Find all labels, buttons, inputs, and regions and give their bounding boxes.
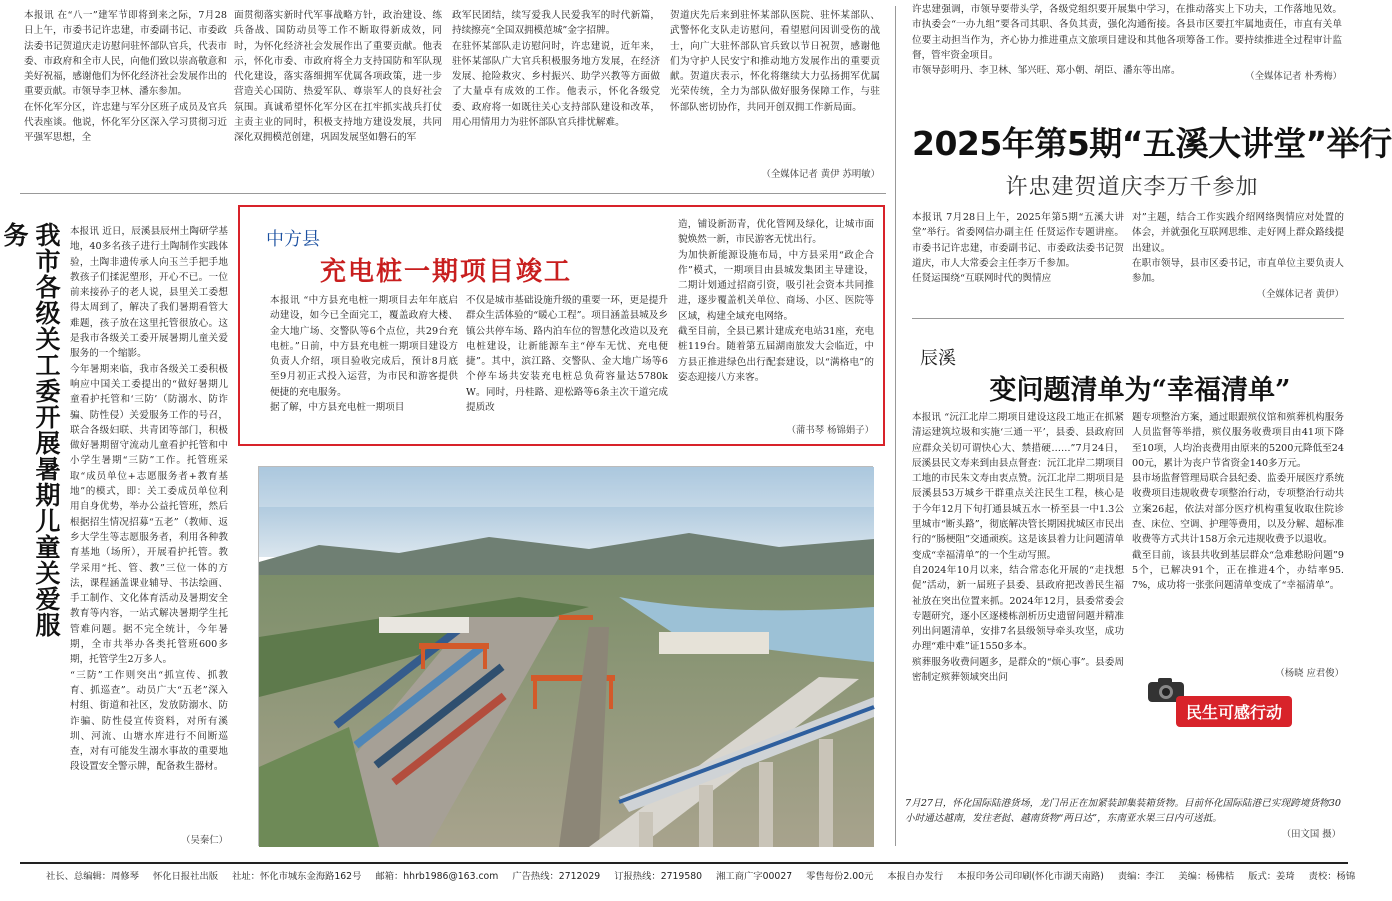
footer-item: 本报印务公司印刷(怀化市湖天南路)	[957, 871, 1104, 882]
top-article-col4: 贺道庆先后来到驻怀某部队医院、驻怀某部队、武警怀化支队走访慰问，看望慰问因训受伤的战士，向广大驻怀部队官兵致以节日祝贺，感谢他们为守护人民安宁和推动地方发展作出的重要贡献。贺道庆表示，怀化将继续大力弘扬拥军优属光荣传统，全力为部队做好服务保障工作，与驻怀部队密切协作，共同开创双拥工作新局面。	[670, 10, 880, 113]
chenxi-headline: 变问题清单为“幸福清单”	[989, 375, 1291, 406]
footer-item: 版式：姜琦	[1248, 871, 1295, 882]
care-service-credit: （吴秦仁）	[181, 835, 228, 846]
footer-item: 零售每份2.00元	[806, 871, 874, 882]
chenxi-credit: （杨晓 应君俊）	[1275, 668, 1344, 679]
footer-item: 邮箱：hhrb1986@163.com	[375, 871, 499, 882]
footer-item: 社长、总编辑：周修琴	[46, 871, 139, 882]
right-continuation-credit: （全媒体记者 朴秀梅）	[1245, 71, 1342, 82]
railway-port-photo	[258, 466, 873, 846]
lecture-col1: 本报讯 7月28日上午，2025年第5期“五溪大讲堂”举行。省委网信办副主任 任贤运作专题讲座。市委书记许忠建，市委副书记、市委政法委书记贺道庆，市人大常委会主任李万千参加。 任贤运围绕“互联网时代的舆情应	[912, 212, 1124, 285]
lecture-headline: 2025年第5期“五溪大讲堂”举行	[912, 124, 1392, 163]
care-service-body: 本报讯 近日，辰溪县辰州土陶研学基地，40多名孩子进行土陶制作实践体验，土陶非遗传承人向玉兰手把手地教孩子们揉泥塑形，开心不已。一位前来接孙子的老人说，县里关工委想得太周到了，解决了我们暑期看管大难题，孩子放在这里托管很放心。这是我市各级关工委开展暑期儿童关爱服务的一个缩影。 今年暑期来临，我市各级关工委积极响应中国关工委提出的“做好暑期儿童看护托管和‘三防’（防溺水、防诈骗、防性侵）关爱服务工作的号召，联合各级妇联、共青团等部门，积极做好暑期留守流动儿童看护托管和中小学生暑期“三防”工作。托管班采取“成员单位+志愿服务者+教育基地”的模式，即：关工委成员单位利用自身优势，举办公益托管班，然后根据招生情况招募“五老”（教师、返乡大学生等志愿服务者，利用各种教育基地（场所），开展看护托管。教学采用“托、管、教”三位一体的方法，课程涵盖课业辅导、书法绘画、手工制作、文化体育活动及暑期安全教育等内容，一站式解决暑期学生托管难问题。据不完全统计，今年暑期，全市共举办各类托管班600多期，托管学生2万多人。 “三防”工作则突出“抓宣传、抓教育、抓巡查”。动员广大“五老”深入村组、街道和社区，发放防溺水、防诈骗、防性侵宣传资料，对所有溪圳、河流、山塘水库进行不间断巡查，对有可能发生溺水事故的重要地段设置安全警示牌，配备救生器材。	[70, 226, 228, 773]
right-continuation-text: 许忠建强调，市领导要带头学，各级党组织要开展集中学习，在推动落实上下功夫，工作落地见效。市执委会“一办九组”要各司其职、各负其责，强化沟通衔接。各县市区要扛牢属地责任，市直有关单位要主动担当作为，齐心协力推进重点文旅项目建设和其他各项筹备工作。要持续推进全过程审计监督，管牢资金项目。 市领导彭明丹、李卫林、邹兴旺、郑小朝、胡臣、潘东等出席。	[912, 4, 1342, 77]
chenxi-kicker: 辰溪	[920, 348, 956, 369]
featured-col1: 本报讯 “中方县充电桩一期项目去年年底启动建设，如今已全面完工，覆盖政府大楼、金大地广场、交警队等6个点位，共29台充电桩。”日前，中方县充电桩一期项目建设方负责人介绍，项目验收完成后，预计8月底至9月初正式投入运营，为市民和游客提供便捷的充电服务。 据了解，中方县充电桩一期项目	[270, 295, 458, 414]
photo-credit: （田文国 摄）	[1281, 829, 1341, 840]
top-article-col1: 本报讯 在“八一”建军节即将到来之际，7月28日上午，市委书记许忠建，市委副书记、市委政法委书记贺道庆走访慰问驻怀部队官兵，代表市委、市政府和全市人民，向他们致以崇高敬意和美好祝福，感谢他们为怀化经济社会发展作出的重要贡献。市领导李卫林、潘东参加。 在怀化军分区，许忠建与军分区班子成员及官兵代表座谈。他说，怀化军分区深入学习贯彻习近平强军思想，全	[24, 10, 227, 144]
chenxi-col1: 本报讯 “沅江北岸二期项目建设这段工地正在抓紧清运建筑垃圾和实施‘三通一平’，县委、县政府回应群众关切可谓快心大、禁措硬……”7月24日，辰溪县民文寿来到由县点督查：沅江北岸二期项目工地的市民朱文寿由衷点赞。沅江北岸二期项目是辰溪县53万城乡干群重点关注民生工程，核心是于今年12月下旬打通县城五水一桥至县一中1.3公里城市“断头路”，彻底解决管长期困扰城区市民出行的“肠梗阻”交通顽疾。这是该县着力让问题清单变成“幸福清单”的一个生动写照。 自2024年10月以来，结合常态化开展的“走找想促”活动，新一届班子县委、县政府把改善民生福祉放在突出位置来抓。2024年12月，县委常委会专题研究，逐小区逐楼栋剖析历史遗留问题并精准列出问题清单，安排7名县级领导牵头攻坚，成功办理“难中难”证1550多本。 殡葬服务收费问题多，是群众的“烦心事”。县委周密制定殡葬领域突出问	[912, 412, 1124, 684]
footer-item: 广告热线：2712029	[512, 871, 601, 882]
footer-item: 本报自办发行	[887, 871, 944, 882]
footer-item: 责校：杨锦	[1308, 871, 1356, 882]
footer-item: 怀化日报社出版	[152, 871, 219, 882]
top-article-credit: （全媒体记者 黄伊 苏明敏）	[761, 169, 880, 180]
top-band-divider	[20, 193, 886, 194]
photo-caption: 7月27日，怀化国际陆港货场，龙门吊正在加紧装卸集装箱货物。目前怀化国际陆港已实现跨境货物30小时通达越南，发往老挝、越南货物“两日达”，东南亚水果三日内可送抵。	[905, 798, 1341, 825]
featured-headline: 充电桩一期项目竣工	[320, 257, 573, 287]
railway-port-illustration	[259, 467, 874, 847]
section-divider	[912, 318, 1344, 319]
care-service-headline: 我市各级关工委开展暑期儿童关爱服务	[0, 222, 61, 638]
lecture-subhead: 许忠建贺道庆李万千参加	[1005, 175, 1259, 200]
footer-item: 订报热线：2719580	[614, 871, 703, 882]
footer-item: 湘工商广字00027	[716, 871, 793, 882]
footer-rule	[20, 862, 1348, 864]
footer-bar	[46, 868, 1356, 882]
lecture-col2: 对”主题，结合工作实践介绍网络舆情应对处置的体会，并就强化互联网思维、走好网上群众路线提出建议。 在职市领导，县市区委书记，市直单位主要负责人参加。	[1132, 212, 1344, 285]
lecture-credit: （全媒体记者 黄伊）	[1256, 289, 1344, 300]
livelihood-badge: 民生可感行动	[1176, 696, 1292, 727]
featured-kicker: 中方县	[266, 229, 320, 250]
featured-col3: 造，铺设新沥青，优化管网及绿化，让城市面貌焕然一新，市民游客无忧出行。 为加快新能源设施布局，中方县采用“政企合作”模式，一期项目由县城发集团主导建设，二期计划通过招商引资，吸引社会资本共同推进，逐步覆盖机关单位、商场、小区、医院等区域，构建全域充电网络。 截至目前，全县已累计建成充电站31座，充电桩119台。随着第五届湖南旅发大会临近，中方县正推进绿色出行配套建设，以“满格电”的姿态迎接八方来客。	[678, 219, 874, 383]
top-article-col3: 政军民团结，续写爱我人民爱我军的时代新篇，持续擦亮“全国双拥模范城”金字招牌。 在驻怀某部队走访慰问时，许忠建说，近年来，驻怀某部队广大官兵积极服务地方发展，在经济发展、抢险救灾、乡村振兴、助学兴教等方面做了大量卓有成效的工作。他表示，怀化各级党委、政府将一如既往关心支持部队建设和改革，用心用情用力为驻怀部队官兵排忧解难。	[452, 10, 660, 129]
top-article-col2: 面贯彻落实新时代军事战略方针，政治建设、练兵备战、国防动员等工作不断取得新成效，同时，为怀化经济社会发展作出了重要贡献。他表示，怀化市委、市政府将全力支持国防和军队现代化建设，落实落细拥军优属各项政策，进一步营造关心国防、热爱军队、尊崇军人的良好社会氛围。真诚希望怀化军分区在扛牢抓实战兵打仗主责主业的同时，积极支持地方建设发展，共同深化双拥模范创建，巩固发展坚如磐石的军	[234, 10, 442, 144]
featured-col2: 不仅是城市基础设施升级的重要一环，更是提升群众生活体验的“暖心工程”。项目涵盖县城及乡镇公共停车场、路内泊车位的智慧化改造以及充电桩建设，让新能源车主“停车无忧、充电便捷”。其中，滨江路、交警队、金大地广场等6个停车场共安装充电桩总负荷容量达5780kW。同时，丹桂路、迎松路等6条主次干道完成提质改	[466, 295, 668, 414]
footer-item: 美编：杨佛桔	[1178, 871, 1235, 882]
column-divider	[895, 6, 896, 846]
chenxi-col2: 题专项整治方案，通过眼跟殡仪馆和殡葬机构服务人员监督等举措，殡仪服务收费项目由41项下降至10项，人均治丧费用由原来的5200元降低至2400元，累计为丧户节省资金140多万元。 县市场监督管理局联合县纪委、监委开展医疗系统收费项目违规收费专项整治行动，专项整治行动共立案26起，依法对部分医疗机构重复收取住院诊查、床位、空调、护理等费用，以及分解、超标准收费等方式共计158万余元违规收费予以退收。 截至目前，该县共收到基层群众“急难愁盼问题”95个，已解决91个，正在推进4个，办结率95.7%，成功将一张张问题清单变成了“幸福清单”。	[1132, 412, 1344, 592]
featured-article-box	[238, 205, 885, 446]
featured-credit: （蒲书琴 杨锦娟子）	[786, 425, 874, 436]
footer-item: 社址：怀化市城东金海路162号	[232, 871, 362, 882]
footer-item: 责编：李江	[1117, 871, 1165, 882]
